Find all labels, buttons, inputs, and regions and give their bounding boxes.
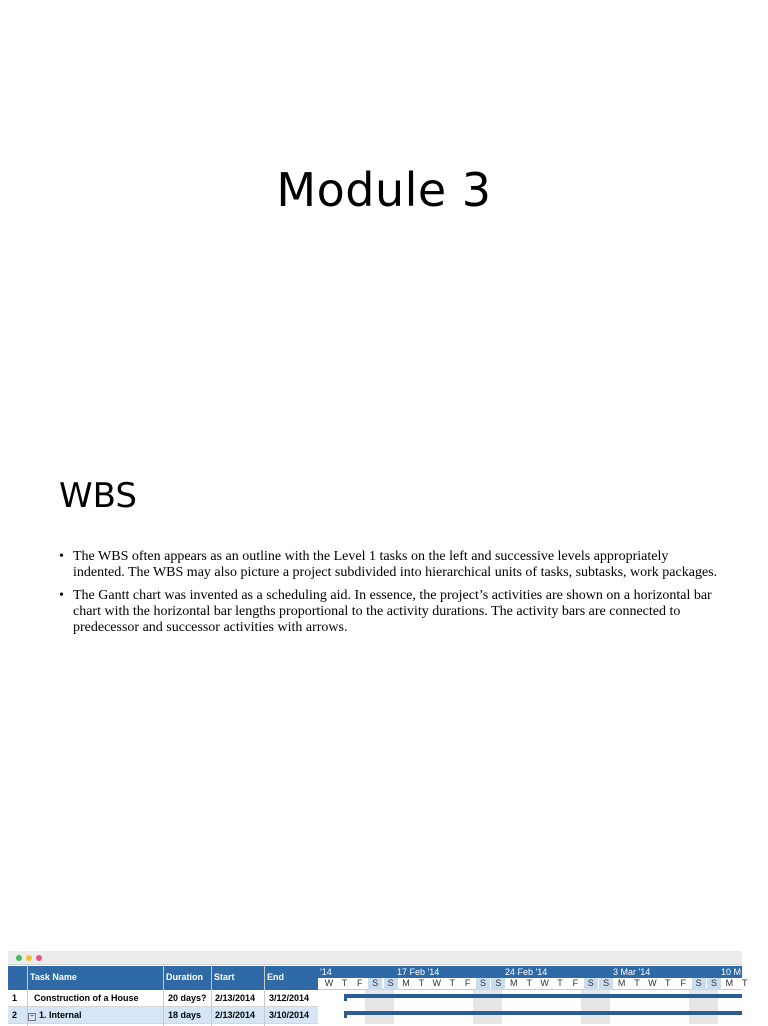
week-label: '14 xyxy=(320,967,332,977)
day-label: S xyxy=(707,978,721,990)
task-name: Construction of a House xyxy=(34,993,139,1003)
week-label: 10 M xyxy=(721,967,742,977)
day-label: S xyxy=(491,978,505,990)
window-titlebar xyxy=(8,951,742,965)
section-title: WBS xyxy=(59,476,137,516)
day-label: T xyxy=(341,978,348,988)
task-name-cell xyxy=(28,1010,82,1021)
bullet-list xyxy=(59,549,719,643)
day-label: S xyxy=(599,978,613,990)
day-label: T xyxy=(557,978,563,988)
task-duration: 20 days? xyxy=(168,993,207,1003)
day-header xyxy=(318,978,748,990)
task-end: 3/12/2014 xyxy=(269,993,310,1003)
column-header-end: End xyxy=(267,972,284,982)
day-label: F xyxy=(572,978,579,988)
day-label: W xyxy=(432,978,442,988)
day-label: F xyxy=(680,978,686,988)
column-divider xyxy=(27,966,28,1026)
row-number: 2 xyxy=(12,1010,18,1020)
day-label: W xyxy=(648,978,657,988)
column-divider xyxy=(211,966,212,1026)
task-duration: 18 days xyxy=(168,1010,202,1020)
row-number: 1 xyxy=(12,993,18,1003)
day-label: M xyxy=(510,978,518,988)
column-header-start: Start xyxy=(214,972,235,982)
day-label: T xyxy=(665,978,671,988)
week-label: 24 Feb '14 xyxy=(505,967,548,977)
column-header-duration: Duration xyxy=(166,972,203,982)
task-end: 3/10/2014 xyxy=(269,1010,310,1020)
collapse-icon[interactable]: − xyxy=(29,1013,35,1020)
day-label: T xyxy=(634,978,640,988)
day-label: S xyxy=(692,978,706,990)
week-label: 3 Mar '14 xyxy=(613,967,651,977)
window-dot-icon xyxy=(36,955,42,961)
task-bar[interactable] xyxy=(344,1011,742,1015)
day-label: W xyxy=(324,978,334,988)
task-name: 1. Internal xyxy=(39,1010,82,1020)
bullet-text: The WBS often appears as an outline with the Level 1 tasks on the left and successive levels appropriately indented. The WBS may also picture a project subdivided into hierarchical units of tasks, subtasks, work packages. xyxy=(73,549,718,580)
bullet-glyph: • xyxy=(59,588,64,603)
bullet-item xyxy=(59,588,719,636)
day-label: S xyxy=(384,978,398,990)
task-start: 2/13/2014 xyxy=(215,1010,256,1020)
bullet-item xyxy=(59,549,719,581)
day-label: T xyxy=(449,978,455,988)
day-label: M xyxy=(402,978,410,988)
day-label: M xyxy=(725,978,734,988)
week-label: 17 Feb '14 xyxy=(397,967,440,977)
day-label: F xyxy=(357,978,363,988)
gantt-timeline xyxy=(318,966,748,1024)
day-label: W xyxy=(540,978,549,988)
day-label: T xyxy=(742,978,748,988)
day-label: S xyxy=(476,978,490,990)
day-label: S xyxy=(584,978,598,990)
task-bar-start xyxy=(344,994,347,1001)
column-divider xyxy=(163,966,164,1026)
day-label: T xyxy=(526,978,532,988)
day-label: T xyxy=(418,978,425,988)
task-bar-start xyxy=(344,1011,347,1018)
gantt-screenshot xyxy=(8,951,748,1024)
bullet-glyph: • xyxy=(59,549,64,564)
task-bar[interactable] xyxy=(344,994,742,998)
bullet-text: The Gantt chart was invented as a scheduling aid. In essence, the project’s activities are shown on a horizontal bar chart with the horizontal bar lengths proportional to the activity durations. The activity bars are connected to predecessor and successor activities with arrows. xyxy=(73,588,712,635)
day-label: S xyxy=(368,978,382,990)
task-start: 2/13/2014 xyxy=(215,993,256,1003)
slide-title: Module 3 xyxy=(276,163,492,217)
window-dot-icon xyxy=(16,955,22,961)
day-label: M xyxy=(617,978,626,988)
column-header-task-name: Task Name xyxy=(30,972,77,982)
day-label: F xyxy=(464,978,471,988)
window-dot-icon xyxy=(26,955,32,961)
week-header xyxy=(318,966,742,978)
column-divider xyxy=(264,966,265,1026)
